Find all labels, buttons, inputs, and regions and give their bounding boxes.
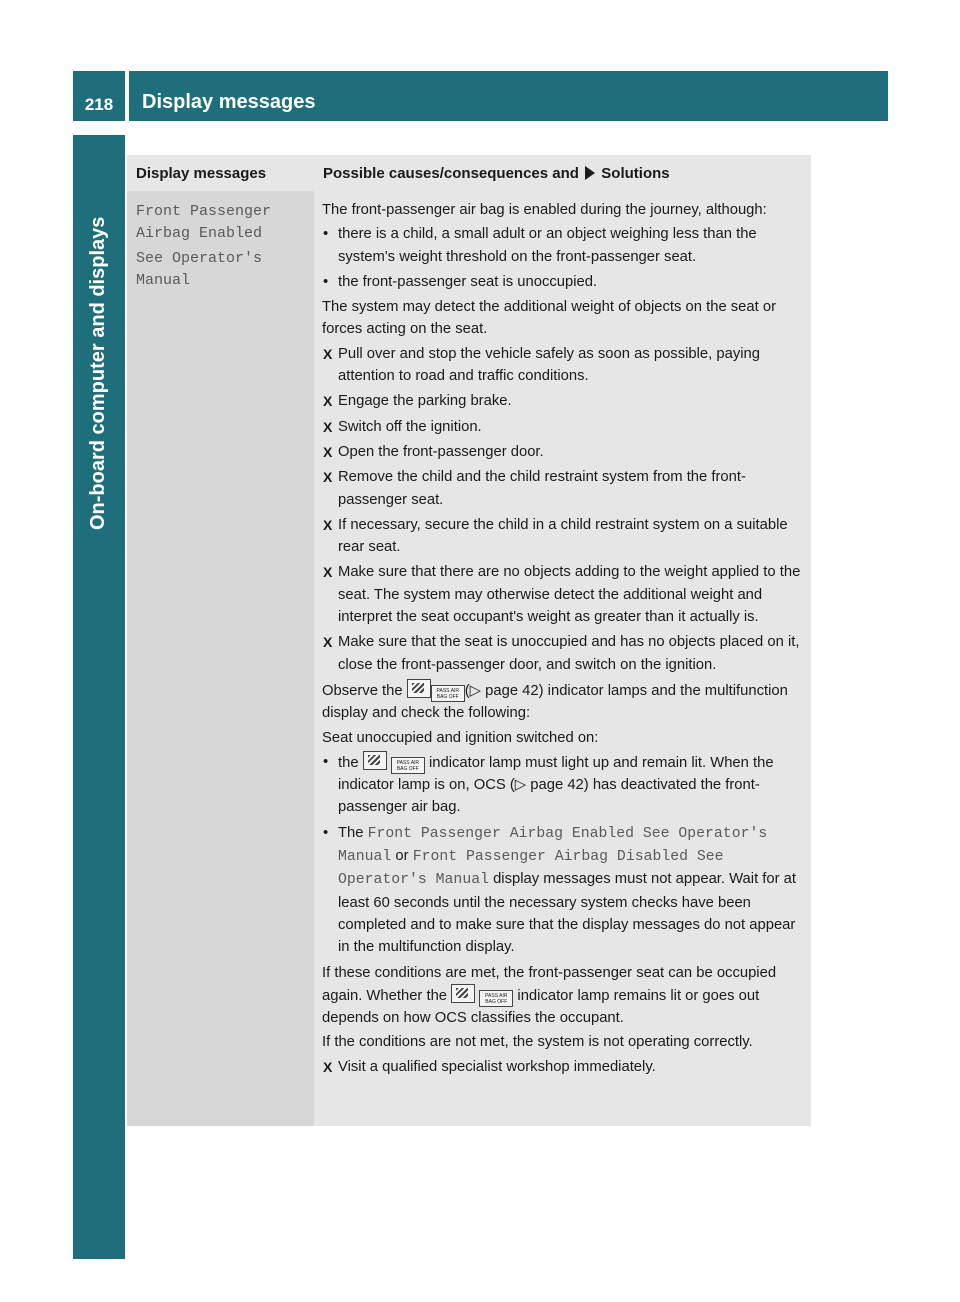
step-item: X Make sure that there are no objects adding to the weight applied to the seat. The system may otherwise detect the additional weight and interpret the seat occupant's weight as greater than it actually is. xyxy=(322,561,803,628)
message-column xyxy=(127,191,314,1126)
step-item: X Engage the parking brake. xyxy=(322,390,803,412)
step-x-icon: X xyxy=(323,443,333,460)
step-item: X If necessary, secure the child in a child restraint system on a suitable rear seat. xyxy=(322,514,803,559)
intro-text: The front-passenger air bag is enabled during the journey, although: xyxy=(322,202,767,218)
step-item: X Make sure that the seat is unoccupied and has no objects placed on it, close the front-passenger door, and switch on the ignition. xyxy=(322,631,803,676)
seat-condition: Seat unoccupied and ignition switched on: xyxy=(322,729,599,746)
messages-table xyxy=(127,155,811,1126)
step-item: X Open the front-passenger door. xyxy=(322,441,803,463)
step-x-icon: X xyxy=(323,418,333,435)
airbag-off-icon: PASS AIR BAG OFF xyxy=(391,757,425,774)
step-x-icon: X xyxy=(323,516,333,533)
step-x-icon: X xyxy=(323,564,333,581)
step-x-icon: X xyxy=(323,393,333,410)
check-item: • the PASS AIR BAG OFF indicator lamp must light up and remain lit. When the indicator lamp is on, OCS (▷ page 42) has deactivated the front-passenger air bag. xyxy=(322,751,803,819)
table-header xyxy=(127,155,811,191)
col-header-causes xyxy=(323,165,670,182)
seat-occupant-icon xyxy=(451,984,475,1003)
message-line: Front Passenger Airbag Enabled xyxy=(136,203,272,242)
solutions-column xyxy=(314,191,811,1126)
step-item: X Pull over and stop the vehicle safely as soon as possible, paying attention to road and traffic conditions. xyxy=(322,343,803,388)
page-number: 218 xyxy=(73,71,125,121)
cause-item: • the front-passenger seat is unoccupied. xyxy=(323,273,598,290)
airbag-off-icon: PASS AIR BAG OFF xyxy=(431,685,465,702)
side-tab-label: On-board computer and displays xyxy=(87,216,109,530)
message-line: See Operator's Manual xyxy=(136,250,263,289)
page-header xyxy=(73,71,888,121)
step-x-icon: X xyxy=(323,634,333,651)
col-header-causes-text: Possible causes/consequences and xyxy=(323,165,579,182)
cause-item: • there is a child, a small adult or an object weighing less than the system's weight threshold on the front-passenger seat. xyxy=(323,226,757,265)
page-title: Display messages xyxy=(129,71,888,121)
conditions-not-met-text: If the conditions are not met, the system is not operating correctly. xyxy=(322,1034,753,1051)
step-item: X Visit a qualified specialist workshop immediately. xyxy=(322,1056,803,1078)
conditions-met-text: If these conditions are met, the front-passenger seat can be occupied again. Whether the PASS AIR BAG OFF indicator lamp remains lit or goes out depends on how OCS classifies the occupant. xyxy=(322,964,777,1027)
step-item: X Switch off the ignition. xyxy=(322,416,803,438)
detect-note: The system may detect the additional weight of objects on the seat or forces acting on the seat. xyxy=(322,299,777,338)
step-x-icon: X xyxy=(323,469,333,486)
observe-text: Observe the PASS AIR BAG OFF (▷ page 42) indicator lamps and the multifunction display and check the following: xyxy=(322,679,803,725)
step-x-icon: X xyxy=(323,1058,333,1075)
airbag-off-icon: PASS AIR BAG OFF xyxy=(479,990,513,1007)
seat-occupant-icon xyxy=(407,679,431,698)
col-header-messages: Display messages xyxy=(136,165,267,182)
arrow-right-icon xyxy=(585,166,595,180)
seat-occupant-icon xyxy=(363,751,387,770)
check-item: • The Front Passenger Airbag Enabled See Operator's Manual or Front Passenger Airbag Disabled See Operator's Manual display messages must not appear. Wait for at least 60 seconds until the necessary system checks have been completed and to make sure that the display messages do not appear in the multifunction display. xyxy=(323,824,797,956)
display-message xyxy=(136,201,311,295)
col-header-solutions-text: Solutions xyxy=(601,165,670,182)
step-item: X Remove the child and the child restraint system from the front-passenger seat. xyxy=(322,466,803,511)
step-x-icon: X xyxy=(323,345,333,362)
